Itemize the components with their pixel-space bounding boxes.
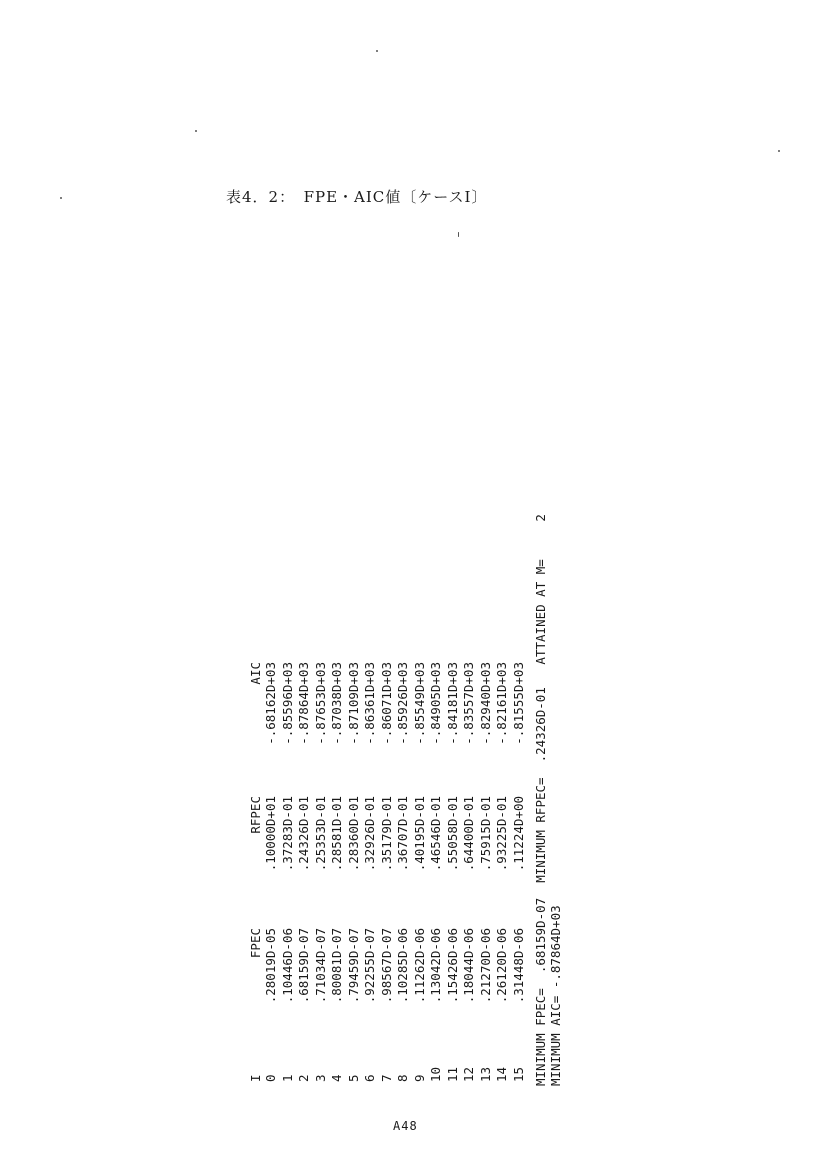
cell-fpec: .26120D-06 xyxy=(494,928,509,1004)
table-row xyxy=(461,656,476,1086)
cell-rfpec: .28581D-01 xyxy=(329,796,344,872)
cell-aic: -.82161D+03 xyxy=(494,662,509,745)
cell-fpec: .71034D-07 xyxy=(312,928,328,1004)
cell-aic: -.84181D+03 xyxy=(444,662,460,745)
cell-aic: -.86071D+03 xyxy=(378,662,394,745)
cell-rfpec: .25353D-01 xyxy=(312,796,328,872)
cell-rfpec: .36707D-01 xyxy=(395,796,410,872)
scan-speck xyxy=(376,50,378,52)
cell-fpec: .11262D-06 xyxy=(411,928,427,1004)
table-row xyxy=(511,656,526,1086)
cell-i: 13 xyxy=(477,1066,493,1082)
cell-aic: -.87038D+03 xyxy=(329,662,344,745)
table-row xyxy=(412,656,427,1086)
cell-fpec: .80081D-07 xyxy=(329,928,344,1004)
header-i: I xyxy=(248,1074,263,1082)
cell-fpec: .21270D-06 xyxy=(477,928,493,1004)
table-row xyxy=(428,656,443,1086)
cell-i: 15 xyxy=(510,1066,526,1082)
cell-i: 3 xyxy=(312,1074,328,1082)
cell-aic: -.81555D+03 xyxy=(510,662,526,745)
cell-fpec: .15426D-06 xyxy=(444,928,460,1004)
table-row xyxy=(362,656,377,1086)
cell-aic: -.87653D+03 xyxy=(312,662,328,745)
cell-aic: -.85926D+03 xyxy=(395,662,410,745)
cell-fpec: .10285D-06 xyxy=(395,928,410,1004)
cell-rfpec: .37283D-01 xyxy=(279,796,295,872)
table-row xyxy=(296,656,311,1086)
cell-rfpec: .75915D-01 xyxy=(477,796,493,872)
cell-i: 7 xyxy=(378,1074,394,1082)
summary-line-1: MINIMUM FPEC= .68159D-07 MINIMUM RFPEC= .24326D-01 ATTAINED AT M= 2 xyxy=(533,514,548,1086)
cell-rfpec: .24326D-01 xyxy=(296,796,311,872)
cell-aic: -.82940D+03 xyxy=(477,662,493,745)
scan-speck xyxy=(778,150,780,152)
table-row xyxy=(494,656,509,1086)
cell-aic: -.87864D+03 xyxy=(296,662,311,745)
cell-i: 10 xyxy=(428,1066,443,1082)
cell-rfpec: .55058D-01 xyxy=(444,796,460,872)
cell-aic: -.86361D+03 xyxy=(362,662,377,745)
cell-fpec: .92255D-07 xyxy=(362,928,377,1004)
cell-aic: -.83557D+03 xyxy=(461,662,476,745)
table-caption: 表4．2： FPE・AIC値〔ケースI〕 xyxy=(226,188,488,206)
cell-i: 5 xyxy=(345,1074,361,1082)
cell-rfpec: .46546D-01 xyxy=(428,796,443,872)
summary-line-2: MINIMUM AIC= -.87864D+03 xyxy=(548,905,563,1086)
cell-aic: -.87109D+03 xyxy=(345,662,361,745)
cell-rfpec: .35179D-01 xyxy=(378,796,394,872)
header-fpec: FPEC xyxy=(248,928,263,959)
cell-fpec: .13042D-06 xyxy=(428,928,443,1004)
cell-i: 2 xyxy=(296,1074,311,1082)
cell-aic: -.68162D+03 xyxy=(263,662,278,745)
scan-speck xyxy=(60,197,62,199)
cell-i: 8 xyxy=(395,1074,410,1082)
table-row xyxy=(379,656,394,1086)
cell-aic: -.85549D+03 xyxy=(411,662,427,745)
cell-rfpec: .11224D+00 xyxy=(510,796,526,872)
cell-aic: -.84905D+03 xyxy=(428,662,443,745)
cell-i: 1 xyxy=(279,1074,295,1082)
cell-i: 6 xyxy=(362,1074,377,1082)
table-row xyxy=(445,656,460,1086)
rotated-printout-table xyxy=(248,514,578,1086)
table-row xyxy=(329,656,344,1086)
cell-rfpec: .32926D-01 xyxy=(362,796,377,872)
table-header-row xyxy=(248,656,263,1086)
table-row xyxy=(395,656,410,1086)
table-row xyxy=(263,656,278,1086)
cell-i: 4 xyxy=(329,1074,344,1082)
scan-speck xyxy=(195,130,197,132)
cell-i: 14 xyxy=(494,1066,509,1082)
cell-rfpec: .10000D+01 xyxy=(263,796,278,872)
cell-rfpec: .64400D-01 xyxy=(461,796,476,872)
table-row xyxy=(346,656,361,1086)
header-rfpec: RFPEC xyxy=(248,796,263,834)
cell-fpec: .31448D-06 xyxy=(510,928,526,1004)
cell-fpec: .28019D-05 xyxy=(263,928,278,1004)
cell-rfpec: .40195D-01 xyxy=(411,796,427,872)
cell-rfpec: .93225D-01 xyxy=(494,796,509,872)
page-number: A48 xyxy=(393,1119,418,1133)
cell-fpec: .98567D-07 xyxy=(378,928,394,1004)
cell-fpec: .79459D-07 xyxy=(345,928,361,1004)
cell-fpec: .10446D-06 xyxy=(279,928,295,1004)
cell-i: 12 xyxy=(461,1066,476,1082)
table-row xyxy=(313,656,328,1086)
table-row xyxy=(280,656,295,1086)
header-aic: AIC xyxy=(248,662,263,685)
cell-aic: -.85596D+03 xyxy=(279,662,295,745)
scan-speck xyxy=(458,232,459,237)
cell-rfpec: .28360D-01 xyxy=(345,796,361,872)
cell-i: 0 xyxy=(263,1074,278,1082)
cell-fpec: .68159D-07 xyxy=(296,928,311,1004)
cell-i: 9 xyxy=(411,1074,427,1082)
cell-fpec: .18044D-06 xyxy=(461,928,476,1004)
cell-i: 11 xyxy=(444,1066,460,1082)
table-row xyxy=(478,656,493,1086)
